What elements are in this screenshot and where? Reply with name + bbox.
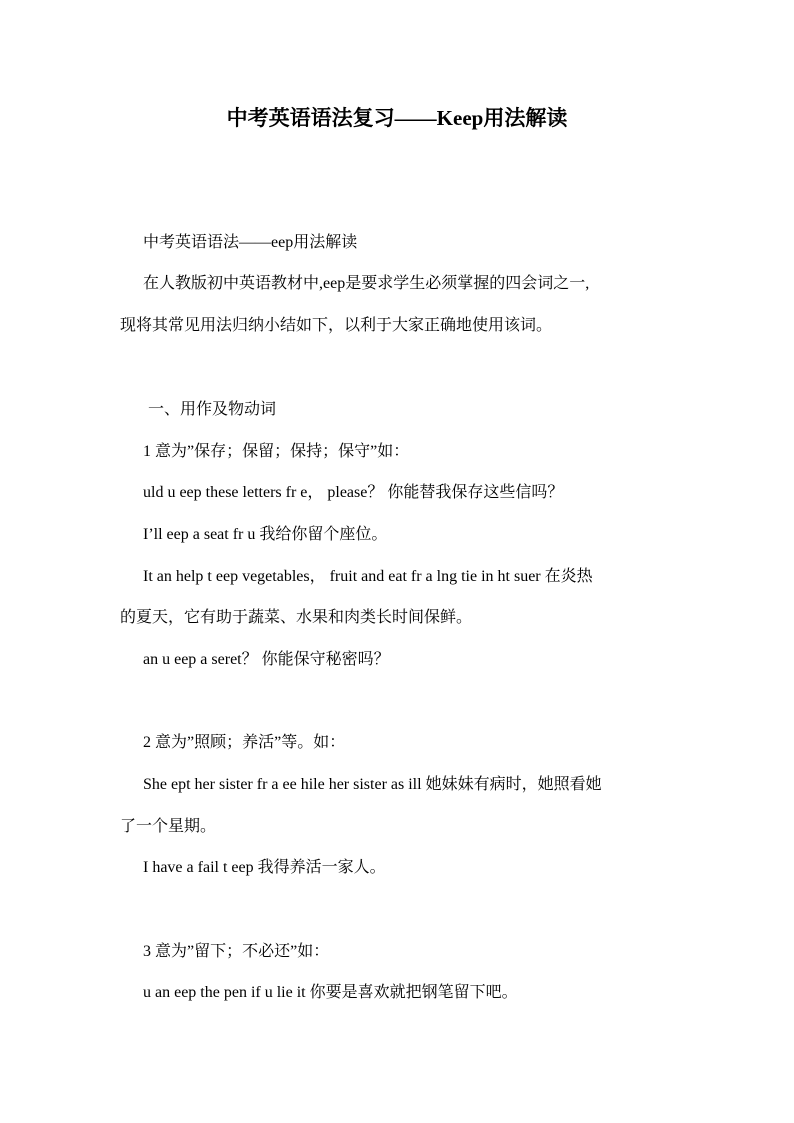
item-1-example-1: uld u eep these letters fr e， please？ 你能替我保存这些信吗？ <box>143 484 564 501</box>
document-title: 中考英语语法复习——Keep用法解读 <box>226 106 568 130</box>
section-heading: 一、用作及物动词 <box>148 401 277 418</box>
item-3-heading: 3 意为”留下；不必还”如： <box>143 943 330 960</box>
item-3-example-1: u an eep the pen if u lie it 你要是喜欢就把钢笔留下吧。 <box>143 984 518 1001</box>
item-2-example-1-line-1: She ept her sister fr a ee hile her sister as ill 她妹妹有病时，她照看她 <box>143 776 602 793</box>
item-1-example-4: an u eep a seret？ 你能保守秘密吗？ <box>143 651 390 668</box>
subtitle: 中考英语语法——eep用法解读 <box>143 234 358 251</box>
item-2-example-1-line-2: 了一个星期。 <box>120 818 217 835</box>
intro-line-2: 现将其常见用法归纳小结如下，以利于大家正确地使用该词。 <box>120 317 553 334</box>
item-2-example-2: I have a fail t eep 我得养活一家人。 <box>143 859 386 876</box>
item-2-heading: 2 意为”照顾；养活”等。如： <box>143 734 346 751</box>
item-1-example-3-line-2: 的夏天，它有助于蔬菜、水果和肉类长时间保鲜。 <box>120 609 473 626</box>
intro-line-1: 在人教版初中英语教材中,eep是要求学生必须掌握的四会词之一, <box>143 275 590 292</box>
item-1-heading: 1 意为”保存；保留；保持；保守”如： <box>143 443 410 460</box>
item-1-example-2: I’ll eep a seat fr u 我给你留个座位。 <box>143 526 388 543</box>
item-1-example-3-line-1: It an help t eep vegetables， fruit and eat fr a lng tie in ht suer 在炎热 <box>143 568 593 585</box>
